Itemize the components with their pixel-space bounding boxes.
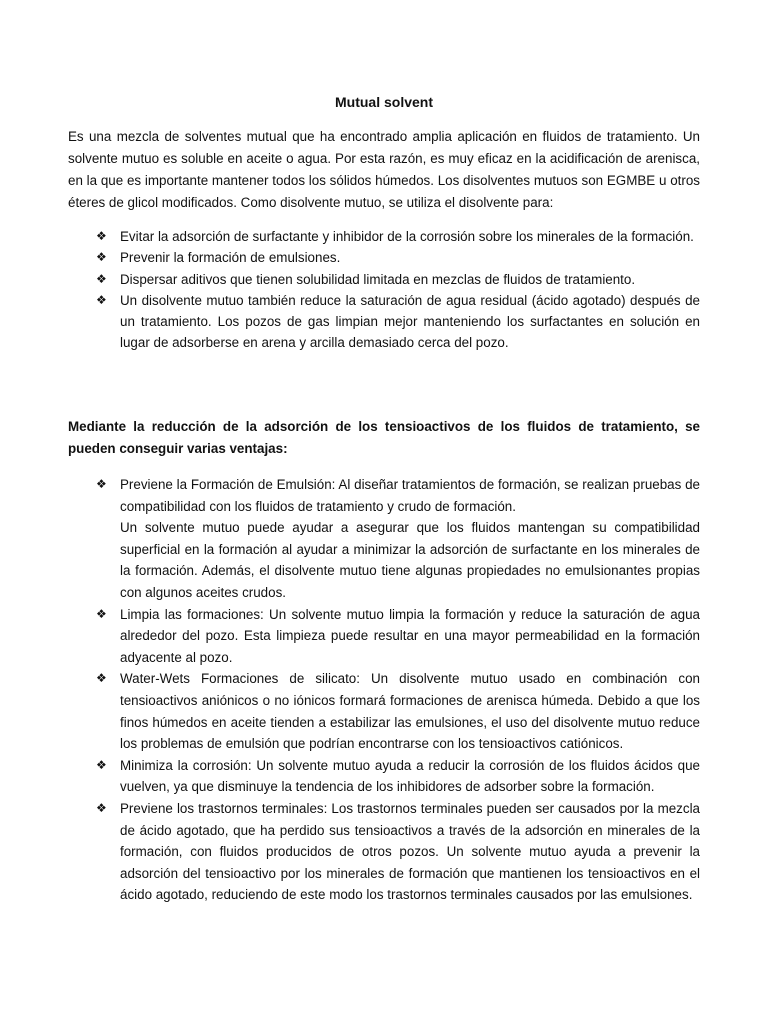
diamond-bullet-icon: ❖ (96, 271, 107, 286)
advantages-list (96, 474, 700, 906)
list-item-continuation: Un solvente mutuo puede ayudar a asegurar que los fluidos mantengan su compatibilidad superficial en la formación al ayudar a minimizar la adsorción de surfactante en los minerales de la formación. Además, el disolvente mutuo tiene algunas propiedades no emulsionantes propias con algunos aceites crudos. (120, 520, 700, 600)
document-title: Mutual solvent (334, 94, 433, 110)
list-item-text: Un disolvente mutuo también reduce la saturación de agua residual (ácido agotado) después de un tratamiento. Los pozos de gas limpian mejor manteniendo los surfactantes en solución en lugar de adsorberse en arena y arcilla demasiado cerca del pozo. (120, 292, 700, 351)
advantages-heading: Mediante la reducción de la adsorción de los tensioactivos de los fluidos de tratamiento, se pueden conseguir varias ventajas: (68, 419, 700, 456)
diamond-bullet-icon: ❖ (96, 671, 107, 686)
diamond-bullet-icon: ❖ (96, 292, 107, 307)
list-item-text: Limpia las formaciones: Un solvente mutuo limpia la formación y reduce la saturación de agua alrededor del pozo. Esta limpieza puede resultar en una mayor permeabilidad en la formación adyacente al pozo. (120, 606, 700, 665)
list-item (96, 755, 700, 798)
list-item (96, 604, 700, 669)
list-item-text: Prevenir la formación de emulsiones. (120, 250, 341, 266)
diamond-bullet-icon: ❖ (96, 477, 107, 491)
diamond-bullet-icon: ❖ (96, 250, 107, 265)
diamond-bullet-icon: ❖ (96, 229, 107, 243)
list-item-text: Previene los trastornos terminales: Los trastornos terminales pueden ser causados por la mezcla de ácido agotado, que ha perdido sus tensioactivos a través de la adsorción en minerales de la formación, con fluidos producidos de otros pozos. Un solvente mutuo ayuda a prevenir la adsorción del tensioactivo por los minerales de formación que mantienen los tensioactivos en el ácido agotado, reduciendo de este modo los trastornos terminales causados por las emulsiones. (120, 800, 700, 903)
list-item-text: Evitar la adsorción de surfactante y inhibidor de la corrosión sobre los minerales de la formación. (120, 229, 694, 244)
diamond-bullet-icon: ❖ (96, 757, 107, 772)
list-item (96, 668, 700, 754)
solvent-uses-list (96, 226, 700, 354)
diamond-bullet-icon: ❖ (96, 800, 107, 815)
diamond-bullet-icon: ❖ (96, 606, 107, 621)
list-item-text: Dispersar aditivos que tienen solubilidad limitada en mezclas de fluidos de tratamiento. (120, 271, 636, 287)
intro-paragraph: Es una mezcla de solventes mutual que ha encontrado amplia aplicación en fluidos de tratamiento. Un solvente mutuo es soluble en aceite o agua. Por esta razón, es muy eficaz en la acidificación de arenisca, en la que es importante mantener todos los sólidos húmedos. Los disolventes mutuos son EGMBE u otros éteres de glicol modificados. Como disolvente mutuo, se utiliza el disolvente para: (68, 129, 700, 210)
list-item-text: Previene la Formación de Emulsión: Al diseñar tratamientos de formación, se realizan pruebas de compatibilidad con los fluidos de tratamiento y crudo de formación. (120, 477, 700, 514)
list-item (96, 226, 700, 247)
list-item (96, 474, 700, 604)
list-item (96, 247, 700, 268)
list-item (96, 290, 700, 354)
list-item (96, 269, 700, 290)
list-item-text: Water-Wets Formaciones de silicato: Un disolvente mutuo usado en combinación con tensioactivos aniónicos o no iónicos formará formaciones de arenisca húmeda. Debido a que los finos húmedos en aceite tienden a estabilizar las emulsiones, el uso del disolvente mutuo reduce los problemas de emulsión que podrían encontrarse con los tensioactivos catiónicos. (120, 671, 700, 752)
list-item (96, 798, 700, 906)
list-item-text: Minimiza la corrosión: Un solvente mutuo ayuda a reducir la corrosión de los fluidos ácidos que vuelven, ya que disminuye la tendencia de los inhibidores de adsorber sobre la formación. (120, 757, 700, 795)
